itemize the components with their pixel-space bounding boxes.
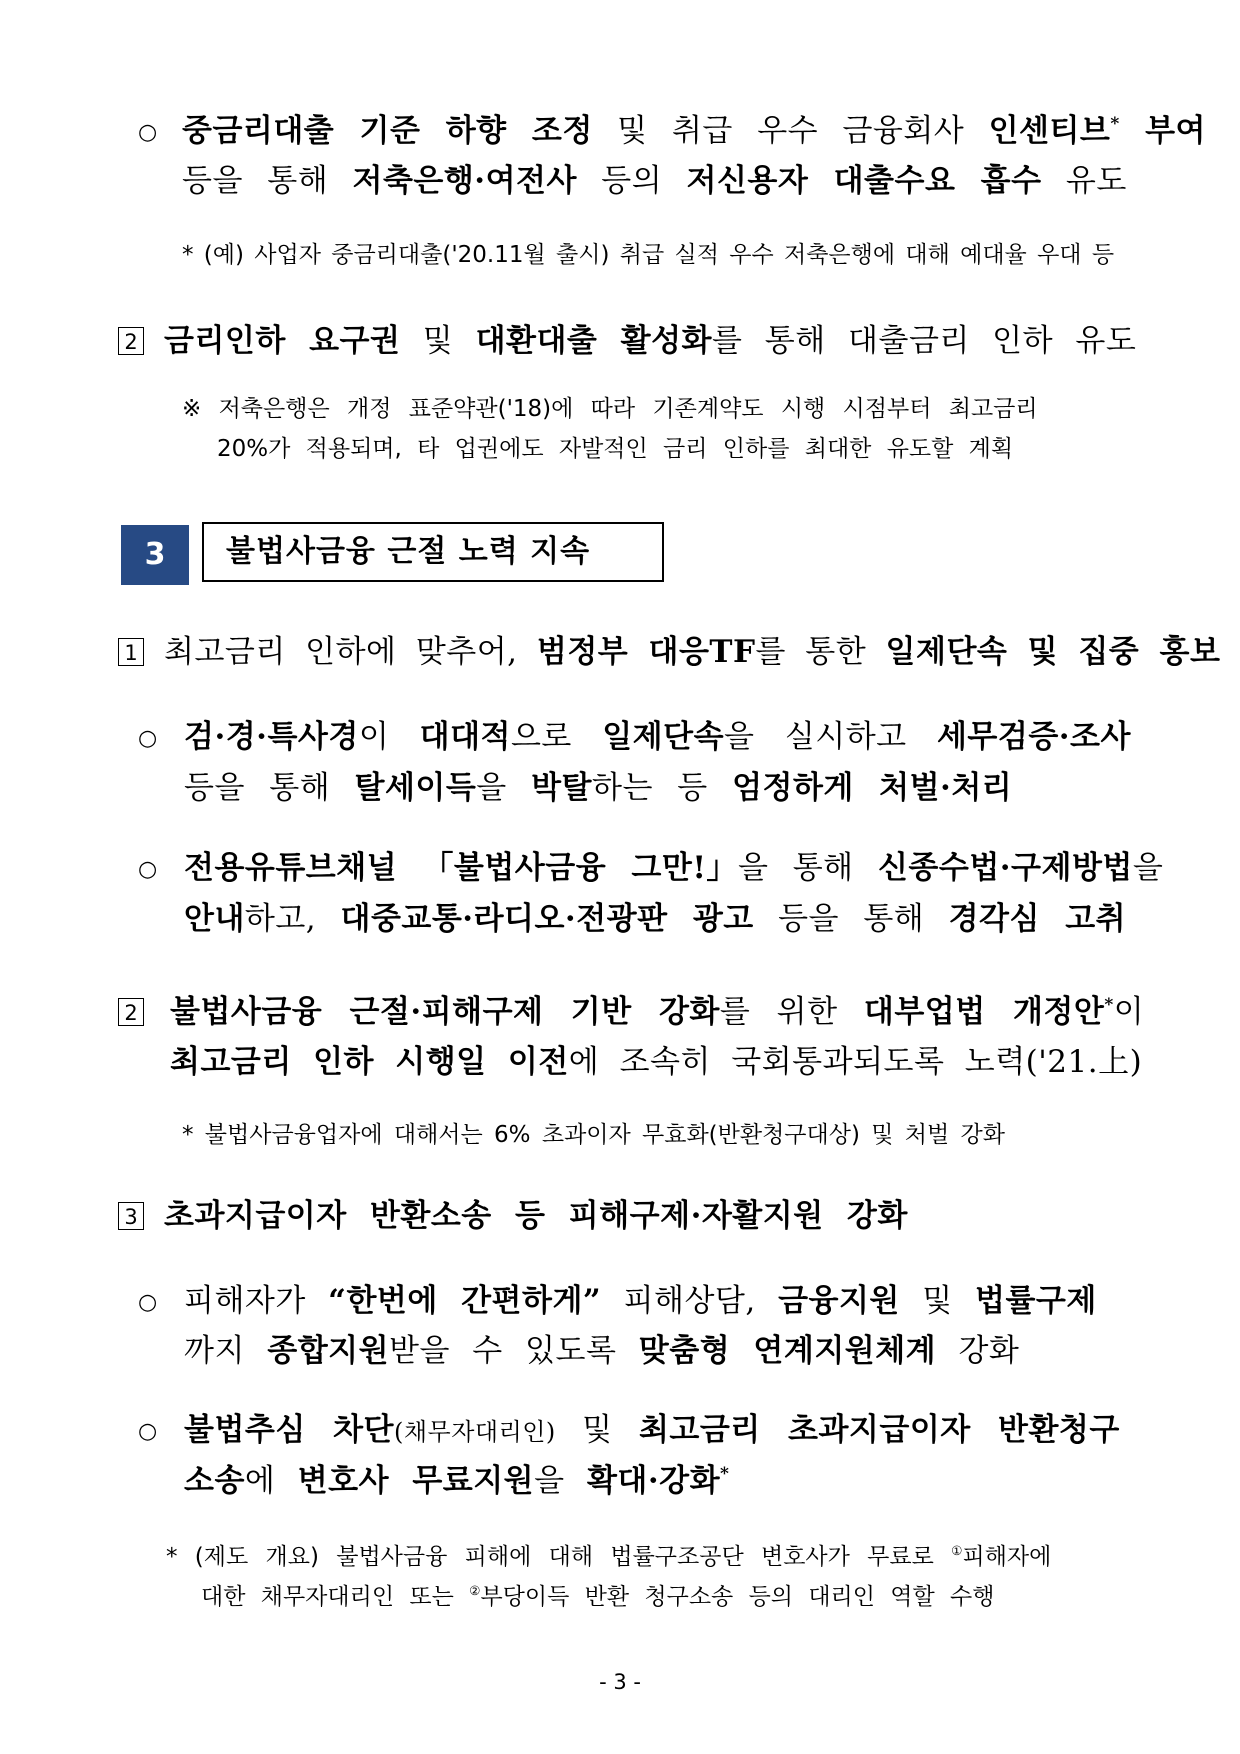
lawyer-bullet-line-1: 불법추심 차단(채무자대리인) 및 최고금리 초과지급이자 반환청구 — [184, 1412, 1120, 1448]
lawyer-footnote-line-1: * (제도 개요) 불법사금융 피해에 대해 법률구조공단 변호사가 무료로 ①피해자에 — [166, 1543, 1052, 1570]
page-number: - 3 - — [599, 1670, 641, 1694]
section3-item-2-line-2: 최고금리 인하 시행일 이전에 조속히 국회통과되도록 노력('21.上) — [170, 1044, 1143, 1080]
top-bullet-line-2: 등을 통해 저축은행·여전사 등의 저신용자 대출수요 흡수 유도 — [182, 163, 1127, 199]
lawyer-footnote-line-2: 대한 채무자대리인 또는 ②부당이득 반환 청구소송 등의 대리인 역할 수행 — [201, 1583, 995, 1610]
section-title: 불법사금융 근절 노력 지속 — [202, 522, 664, 582]
section-number-badge: 3 — [121, 525, 189, 585]
item-number-box: 3 — [118, 1202, 144, 1230]
interest-rate-note-line-2: 20%가 적용되며, 타 업권에도 자발적인 금리 인하를 최대한 유도할 계획 — [217, 436, 1014, 462]
bullet-circle-icon: ○ — [138, 120, 158, 145]
bullet-circle-icon: ○ — [138, 1419, 158, 1444]
interest-rate-heading: 금리인하 요구권 및 대환대출 활성화를 통해 대출금리 인하 유도 — [164, 323, 1137, 359]
crackdown-bullet-line-1: 검·경·특사경이 대대적으로 일제단속을 실시하고 세무검증·조사 — [184, 719, 1131, 755]
item-number-box: 1 — [118, 638, 144, 666]
lawyer-bullet-line-2: 소송에 변호사 무료지원을 확대·강화* — [184, 1463, 730, 1499]
top-bullet-line-1: 중금리대출 기준 하향 조정 및 취급 우수 금융회사 인센티브* 부여 — [182, 113, 1206, 149]
bullet-circle-icon: ○ — [138, 857, 158, 882]
item-number-box: 2 — [118, 998, 144, 1026]
relief-bullet-line-2: 까지 종합지원받을 수 있도록 맞춤형 연계지원체계 강화 — [184, 1333, 1020, 1369]
youtube-bullet-line-2: 안내하고, 대중교통·라디오·전광판 광고 등을 통해 경각심 고취 — [184, 901, 1127, 937]
section3-item-2-footnote: * 불법사금융업자에 대해서는 6% 초과이자 무효화(반환청구대상) 및 처벌 강화 — [182, 1122, 1005, 1148]
crackdown-bullet-line-2: 등을 통해 탈세이득을 박탈하는 등 엄정하게 처벌·처리 — [184, 770, 1013, 806]
relief-bullet-line-1: 피해자가 “한번에 간편하게” 피해상담, 금융지원 및 법률구제 — [184, 1283, 1097, 1319]
interest-rate-note-line-1: ※ 저축은행은 개정 표준약관('18)에 따라 기존계약도 시행 시점부터 최고금리 — [182, 396, 1038, 422]
bullet-circle-icon: ○ — [138, 726, 158, 751]
youtube-bullet-line-1: 전용유튜브채널 「불법사금융 그만!」을 통해 신종수법·구제방법을 — [184, 850, 1164, 886]
top-footnote: * (예) 사업자 중금리대출('20.11월 출시) 취급 실적 우수 저축은행에 대해 예대율 우대 등 — [182, 242, 1115, 268]
section3-item-3-heading: 초과지급이자 반환소송 등 피해구제·자활지원 강화 — [164, 1198, 908, 1234]
bullet-circle-icon: ○ — [138, 1290, 158, 1315]
section3-item-1-heading: 최고금리 인하에 맞추어, 범정부 대응TF를 통한 일제단속 및 집중 홍보 — [164, 634, 1221, 670]
section3-item-2-line-1: 불법사금융 근절·피해구제 기반 강화를 위한 대부업법 개정안*이 — [170, 994, 1145, 1030]
item-number-box: 2 — [118, 327, 144, 355]
